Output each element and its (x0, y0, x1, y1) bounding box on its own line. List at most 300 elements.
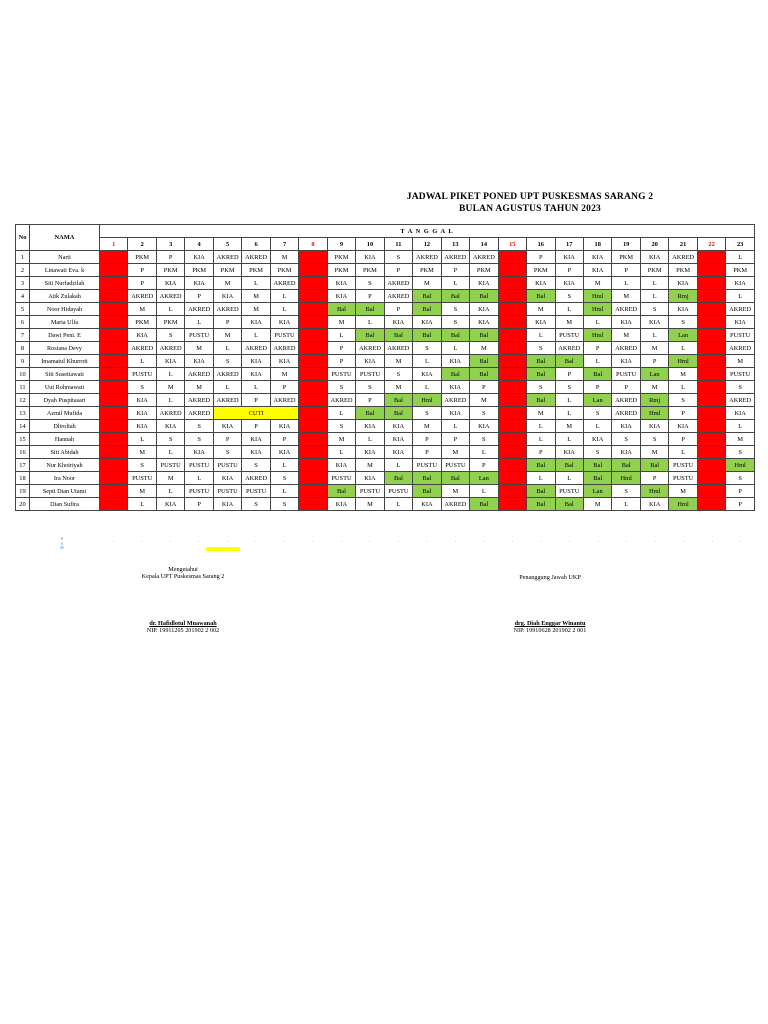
shift-cell: L (156, 303, 184, 316)
count-mark: · · · (654, 535, 656, 549)
shift-cell: L (498, 303, 526, 316)
row-number: 9 (16, 355, 30, 368)
shift-cell: L (669, 381, 697, 394)
shift-cell: KIA (185, 355, 213, 368)
table-row (16, 342, 755, 355)
shift-cell: L (299, 498, 327, 511)
shift-cell: KIA (270, 355, 298, 368)
shift-cell: L (299, 355, 327, 368)
schedule-subtitle: BULAN AGUSTUS TAHUN 2023 (459, 204, 601, 214)
shift-cell: Bal (470, 368, 498, 381)
shift-cell: Bal (527, 394, 555, 407)
staff-name: Atik Zulakah (30, 290, 100, 303)
shift-cell: L (299, 472, 327, 485)
shift-cell: AKRED (726, 303, 755, 316)
shift-cell: L (612, 277, 640, 290)
schedule-title: JADWAL PIKET PONED UPT PUSKESMAS SARANG 2 (406, 192, 654, 202)
shift-cell: KIA (213, 420, 241, 433)
row-number: 16 (16, 446, 30, 459)
day-header: 6 (242, 238, 270, 251)
shift-cell: KIA (156, 420, 184, 433)
shift-cell: P (100, 498, 128, 511)
shift-cell: M (299, 407, 327, 420)
shift-cell: KIA (669, 420, 697, 433)
shift-cell: M (527, 303, 555, 316)
shift-cell: P (413, 446, 441, 459)
shift-cell: P (356, 290, 384, 303)
shift-cell: AKRED (242, 342, 270, 355)
shift-cell: L (441, 342, 469, 355)
shift-cell: PUSTU (413, 459, 441, 472)
shift-cell: KIA (327, 498, 355, 511)
right-signature-block (495, 574, 605, 581)
shift-cell: KIA (470, 420, 498, 433)
shift-cell: L (527, 329, 555, 342)
day-header: 21 (669, 238, 697, 251)
shift-cell: S (612, 485, 640, 498)
day-header: 8 (299, 238, 327, 251)
shift-cell: P (384, 264, 412, 277)
row-number: 19 (16, 485, 30, 498)
shift-cell: L (697, 368, 725, 381)
row-number: 3 (16, 277, 30, 290)
shift-cell: L (156, 368, 184, 381)
shift-cell: L (527, 472, 555, 485)
day-header: 13 (441, 238, 469, 251)
shift-cell: L (555, 472, 583, 485)
shift-cell: P (498, 420, 526, 433)
shift-cell: L (100, 277, 128, 290)
shift-cell: PKM (669, 264, 697, 277)
shift-cell: P (128, 277, 156, 290)
count-mark: · · · (683, 535, 685, 549)
shift-cell: KIA (726, 277, 755, 290)
shift-cell: KIA (156, 355, 184, 368)
shift-cell: PUSTU (185, 485, 213, 498)
shift-cell: L (640, 290, 668, 303)
shift-cell: Lan (470, 472, 498, 485)
shift-cell: M (441, 446, 469, 459)
shift-cell: Hml (726, 459, 755, 472)
count-mark: · · · (626, 535, 628, 549)
shift-cell: Bal (527, 368, 555, 381)
shift-cell: KIA (185, 446, 213, 459)
shift-cell: AKRED (270, 277, 298, 290)
shift-cell: Bal (583, 459, 611, 472)
shift-cell: PUSTU (669, 459, 697, 472)
shift-cell: S (156, 433, 184, 446)
shift-cell: L (185, 472, 213, 485)
shift-cell: M (669, 368, 697, 381)
shift-cell: KIA (669, 303, 697, 316)
shift-cell: L (441, 277, 469, 290)
shift-cell: M (185, 381, 213, 394)
shift-cell: L (100, 446, 128, 459)
shift-cell: M (128, 303, 156, 316)
shift-cell: L (413, 355, 441, 368)
table-row (16, 381, 755, 394)
staff-name: Imamatul Khurroti (30, 355, 100, 368)
shift-cell: P (299, 381, 327, 394)
shift-cell: L (213, 342, 241, 355)
shift-cell: P (100, 316, 128, 329)
shift-cell: Bal (470, 355, 498, 368)
shift-cell: P (128, 264, 156, 277)
shift-cell: M (697, 420, 725, 433)
header-no: No (16, 225, 30, 251)
shift-cell: S (185, 433, 213, 446)
shift-cell: Bal (470, 329, 498, 342)
shift-cell: L (470, 485, 498, 498)
shift-cell: Bal (413, 472, 441, 485)
count-mark: · · · (540, 535, 542, 549)
shift-cell: M (100, 355, 128, 368)
shift-cell: KIA (640, 316, 668, 329)
shift-cell: M (356, 459, 384, 472)
shift-cell: L (555, 407, 583, 420)
shift-cell: S (612, 433, 640, 446)
shift-cell: S (441, 303, 469, 316)
shift-cell: L (697, 355, 725, 368)
shift-cell: L (498, 251, 526, 264)
shift-cell: L (697, 485, 725, 498)
table-row (16, 394, 755, 407)
shift-cell: KIA (356, 251, 384, 264)
day-header: 12 (413, 238, 441, 251)
shift-cell: L (697, 264, 725, 277)
shift-cell: PUSTU (213, 485, 241, 498)
shift-cell: S (128, 459, 156, 472)
shift-cell: P (413, 433, 441, 446)
shift-cell: PUSTU (185, 329, 213, 342)
shift-cell: P (441, 433, 469, 446)
count-mark: · · · (568, 535, 571, 549)
shift-cell: M (327, 316, 355, 329)
shift-cell: P (213, 316, 241, 329)
shift-cell: M (640, 342, 668, 355)
shift-cell: KIA (242, 446, 270, 459)
shift-cell: KIA (583, 251, 611, 264)
shift-cell: S (583, 446, 611, 459)
day-header: 7 (270, 238, 298, 251)
shift-cell: M (384, 355, 412, 368)
shift-cell: KIA (128, 394, 156, 407)
shift-cell: L (697, 303, 725, 316)
shift-cell: AKRED (470, 251, 498, 264)
shift-cell: M (100, 433, 128, 446)
shift-cell: L (327, 329, 355, 342)
shift-cell: PUSTU (612, 368, 640, 381)
shift-cell: P (697, 290, 725, 303)
shift-cell: L (498, 290, 526, 303)
shift-cell: P (527, 251, 555, 264)
count-mark: · · · (740, 535, 742, 549)
row-number: 18 (16, 472, 30, 485)
shift-cell: AKRED (384, 342, 412, 355)
shift-cell: Bal (527, 498, 555, 511)
shift-cell: P (270, 433, 298, 446)
shift-cell: P (697, 277, 725, 290)
shift-cell: L (156, 446, 184, 459)
shift-cell: L (612, 498, 640, 511)
shift-cell: Bal (413, 329, 441, 342)
shift-cell: KIA (612, 316, 640, 329)
shift-cell: M (612, 329, 640, 342)
shift-cell: M (242, 290, 270, 303)
table-row (16, 316, 755, 329)
shift-cell: M (726, 433, 755, 446)
shift-cell: Hml (583, 303, 611, 316)
shift-cell: KIA (270, 446, 298, 459)
shift-cell: S (726, 472, 755, 485)
shift-cell: PKM (128, 316, 156, 329)
shift-cell: KIA (640, 498, 668, 511)
shift-cell: L (299, 420, 327, 433)
shift-cell: PKM (470, 264, 498, 277)
shift-cell: L (555, 394, 583, 407)
shift-cell: L (498, 459, 526, 472)
shift-cell: KIA (327, 290, 355, 303)
shift-cell: Rmj (669, 290, 697, 303)
shift-cell: Lan (640, 368, 668, 381)
shift-cell: S (470, 433, 498, 446)
shift-cell: AKRED (128, 290, 156, 303)
count-mark: · · · (283, 535, 286, 549)
shift-cell: KIA (242, 316, 270, 329)
head-name: dr. Hafidlotul Muawanah (149, 620, 217, 627)
shift-cell: L (299, 394, 327, 407)
shift-cell: KIA (356, 472, 384, 485)
shift-cell: Bal (527, 459, 555, 472)
shift-cell: PUSTU (128, 368, 156, 381)
shift-cell: L (242, 277, 270, 290)
shift-cell: PUSTU (555, 485, 583, 498)
shift-cell: KIA (555, 251, 583, 264)
staff-name: Narti (30, 251, 100, 264)
shift-cell: L (299, 303, 327, 316)
table-row (16, 459, 755, 472)
shift-cell: AKRED (441, 251, 469, 264)
shift-cell: L (299, 251, 327, 264)
shift-cell: S (356, 277, 384, 290)
shift-cell: S (470, 407, 498, 420)
day-header: 9 (327, 238, 355, 251)
row-number: 15 (16, 433, 30, 446)
shift-cell: Bal (356, 303, 384, 316)
shift-cell: L (356, 316, 384, 329)
table-row (16, 355, 755, 368)
shift-cell: S (242, 459, 270, 472)
shift-cell: Bal (441, 368, 469, 381)
shift-cell: PUSTU (327, 472, 355, 485)
table-row (16, 290, 755, 303)
ukp-title: Penanggung Jawab UKP (519, 574, 581, 581)
shift-cell: L (583, 355, 611, 368)
shift-cell: L (128, 498, 156, 511)
shift-cell: L (498, 342, 526, 355)
shift-cell: Lan (583, 485, 611, 498)
day-header: 17 (555, 238, 583, 251)
header-tanggal: T A N G G A L (100, 225, 755, 238)
shift-legend-letters: P S M (60, 537, 64, 551)
shift-cell: S (299, 485, 327, 498)
shift-cell: KIA (213, 472, 241, 485)
day-header: 2 (128, 238, 156, 251)
shift-cell: Hml (640, 485, 668, 498)
shift-cell: AKRED (441, 394, 469, 407)
shift-cell: S (498, 355, 526, 368)
shift-cell: L (498, 381, 526, 394)
shift-cell: PKM (527, 264, 555, 277)
shift-cell: S (384, 368, 412, 381)
shift-cell: KIA (128, 420, 156, 433)
shift-cell: Bal (413, 290, 441, 303)
row-number: 6 (16, 316, 30, 329)
shift-cell: Bal (640, 459, 668, 472)
shift-cell: AKRED (384, 277, 412, 290)
shift-cell: KIA (470, 316, 498, 329)
shift-cell: S (356, 381, 384, 394)
shift-cell: PUSTU (128, 472, 156, 485)
ukp-nip: NIP. 19910628 201902 2 001 (513, 627, 587, 634)
shift-cell: KIA (270, 316, 298, 329)
table-row (16, 303, 755, 316)
shift-cell: M (356, 498, 384, 511)
shift-cell: Hml (669, 355, 697, 368)
shift-cell: KIA (185, 251, 213, 264)
row-number: 11 (16, 381, 30, 394)
shift-cell: PUSTU (242, 485, 270, 498)
shift-cell: L (156, 394, 184, 407)
shift-cell: P (555, 264, 583, 277)
shift-cell: L (128, 433, 156, 446)
shift-cell: KIA (726, 316, 755, 329)
count-mark: · · · (454, 535, 457, 549)
row-number: 5 (16, 303, 30, 316)
shift-cell: AKRED (242, 472, 270, 485)
shift-cell: S (413, 407, 441, 420)
shift-cell: L (527, 433, 555, 446)
shift-cell: Bal (384, 329, 412, 342)
shift-cell: M (128, 485, 156, 498)
shift-cell: Bal (384, 407, 412, 420)
shift-cell: PUSTU (156, 459, 184, 472)
shift-cell: Bal (555, 498, 583, 511)
shift-cell: L (327, 446, 355, 459)
count-mark: · · · (397, 535, 400, 549)
shift-cell: Bal (384, 394, 412, 407)
shift-cell: AKRED (726, 394, 755, 407)
shift-cell: L (299, 264, 327, 277)
shift-cell: KIA (555, 277, 583, 290)
staff-name: Linawati Eva. k (30, 264, 100, 277)
shift-cell: L (100, 342, 128, 355)
shift-cell: PUSTU (726, 329, 755, 342)
shift-cell: KIA (156, 277, 184, 290)
shift-cell: L (299, 277, 327, 290)
table-row (16, 329, 755, 342)
shift-cell: L (242, 329, 270, 342)
shift-cell: AKRED (156, 407, 184, 420)
shift-cell: L (498, 394, 526, 407)
shift-cell: KIA (156, 498, 184, 511)
shift-cell: S (441, 316, 469, 329)
right-signatory (495, 620, 605, 634)
shift-cell: AKRED (156, 342, 184, 355)
day-header: 11 (384, 238, 412, 251)
shift-cell: M (213, 329, 241, 342)
shift-cell: L (384, 498, 412, 511)
acknowledgement-label: Mengetahui (168, 566, 198, 573)
shift-cell: L (413, 381, 441, 394)
shift-cell: P (527, 446, 555, 459)
shift-cell: M (327, 433, 355, 446)
staff-name: Rosiana Devy (30, 342, 100, 355)
row-number: 10 (16, 368, 30, 381)
staff-name: Maria Ulfa (30, 316, 100, 329)
shift-cell: AKRED (270, 394, 298, 407)
staff-name: Nur Khoiriyah (30, 459, 100, 472)
shift-cell: Bal (583, 368, 611, 381)
shift-cell: KIA (213, 498, 241, 511)
row-number: 12 (16, 394, 30, 407)
shift-cell: L (697, 498, 725, 511)
shift-cell: Lan (669, 329, 697, 342)
count-mark: · · · (426, 535, 428, 549)
shift-cell: M (413, 277, 441, 290)
shift-cell: P (242, 394, 270, 407)
count-mark: · · · (597, 535, 599, 549)
count-mark: · · · (511, 535, 514, 549)
shift-cell: P (726, 498, 755, 511)
shift-cell: L (527, 420, 555, 433)
shift-cell: P (327, 355, 355, 368)
shift-cell: PKM (413, 264, 441, 277)
day-header: 15 (498, 238, 526, 251)
shift-cell: Rmj (640, 394, 668, 407)
count-mark: · · · (340, 535, 343, 549)
shift-cell: AKRED (384, 290, 412, 303)
shift-cell: PUSTU (726, 368, 755, 381)
shift-cell: AKRED (213, 251, 241, 264)
shift-cell: M (156, 381, 184, 394)
shift-cell: M (128, 446, 156, 459)
left-signatory (128, 620, 238, 634)
table-row (16, 251, 755, 264)
shift-cell: M (583, 498, 611, 511)
shift-cell: AKRED (185, 303, 213, 316)
day-header: 18 (583, 238, 611, 251)
shift-cell: S (100, 368, 128, 381)
count-mark: · · · (169, 535, 171, 549)
staff-name: Hannah (30, 433, 100, 446)
shift-cell: L (270, 459, 298, 472)
shift-cell: PUSTU (213, 459, 241, 472)
shift-cell: L (697, 446, 725, 459)
shift-cell: L (697, 329, 725, 342)
shift-cell: AKRED (213, 303, 241, 316)
shift-cell: S (555, 381, 583, 394)
shift-cell: AKRED (612, 303, 640, 316)
left-signature-block (128, 566, 238, 580)
shift-cell: AKRED (726, 342, 755, 355)
shift-cell: M (697, 251, 725, 264)
shift-cell: KIA (612, 355, 640, 368)
shift-cell: AKRED (555, 342, 583, 355)
shift-cell: M (213, 277, 241, 290)
shift-cell: L (100, 472, 128, 485)
shift-cell: L (697, 433, 725, 446)
